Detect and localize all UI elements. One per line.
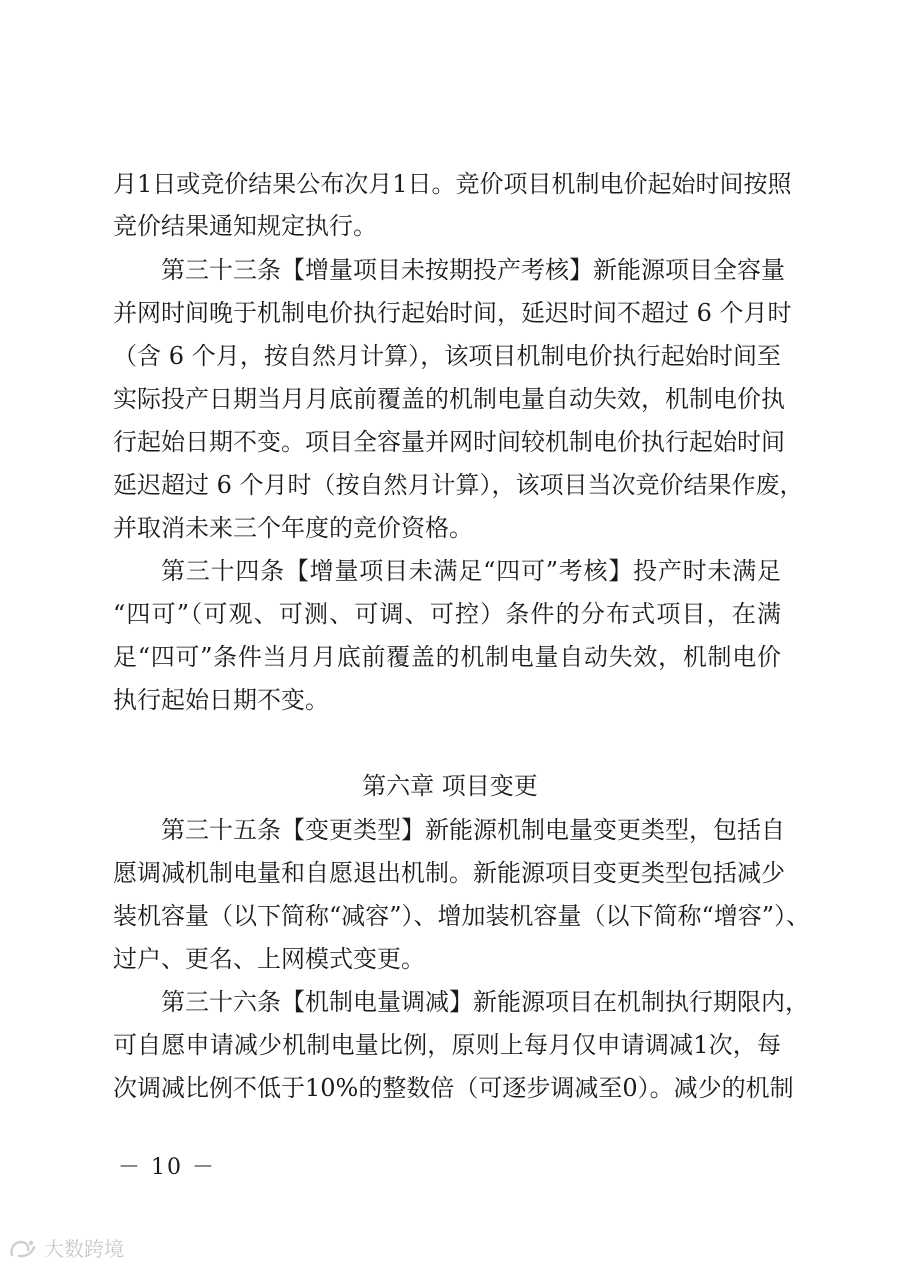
- body-line-16: 愿调减机制电量和自愿退出机制。新能源项目变更类型包括减少: [113, 859, 785, 887]
- body-line-6: 实际投产日期当月月底前覆盖的机制电量自动失效，机制电价执: [113, 385, 785, 413]
- body-line-20: 可自愿申请减少机制电量比例，原则上每月仅申请调减1次，每: [113, 1031, 781, 1059]
- watermark-logo-icon: [8, 1237, 38, 1261]
- watermark-text: 大数跨境: [44, 1237, 124, 1261]
- body-line-13: 执行起始日期不变。: [113, 686, 329, 714]
- article-35-heading-line: 第三十五条【变更类型】新能源机制电量变更类型，包括自: [161, 816, 785, 844]
- body-line-9: 并取消未来三个年度的竞价资格。: [113, 514, 473, 542]
- chapter-heading: 第六章 项目变更: [362, 772, 538, 800]
- body-line-5: （含 6 个月，按自然月计算），该项目机制电价执行起始时间至: [113, 342, 781, 370]
- body-line-21: 次调减比例不低于10%的整数倍（可逐步调减至0）。减少的机制: [113, 1074, 794, 1102]
- body-line-17: 装机容量（以下简称“减容”）、增加装机容量（以下简称“增容”）、: [113, 902, 811, 930]
- body-line-7: 行起始日期不变。项目全容量并网时间较机制电价执行起始时间: [113, 428, 785, 456]
- body-line-11: “四可”（可观、可测、可调、可控）条件的分布式项目，在满: [113, 600, 781, 628]
- body-line-1: 月1日或竞价结果公布次月1日。竞价项目机制电价起始时间按照: [113, 170, 792, 198]
- article-33-heading-line: 第三十三条【增量项目未按期投产考核】新能源项目全容量: [161, 256, 785, 284]
- body-line-2: 竞价结果通知规定执行。: [113, 212, 377, 240]
- watermark: [8, 1236, 124, 1262]
- body-line-12: 足“四可”条件当月月底前覆盖的机制电量自动失效，机制电价: [113, 643, 781, 671]
- article-36-heading-line: 第三十六条【机制电量调减】新能源项目在机制执行期限内，: [161, 988, 809, 1016]
- body-line-18: 过户、更名、上网模式变更。: [113, 945, 425, 973]
- body-line-8: 延迟超过 6 个月时（按自然月计算），该项目当次竞价结果作废，: [113, 471, 804, 499]
- article-34-heading-line: 第三十四条【增量项目未满足“四可”考核】投产时未满足: [161, 557, 781, 585]
- page-number: － 10 －: [118, 1155, 216, 1180]
- body-line-4: 并网时间晚于机制电价执行起始时间，延迟时间不超过 6 个月时: [113, 299, 792, 327]
